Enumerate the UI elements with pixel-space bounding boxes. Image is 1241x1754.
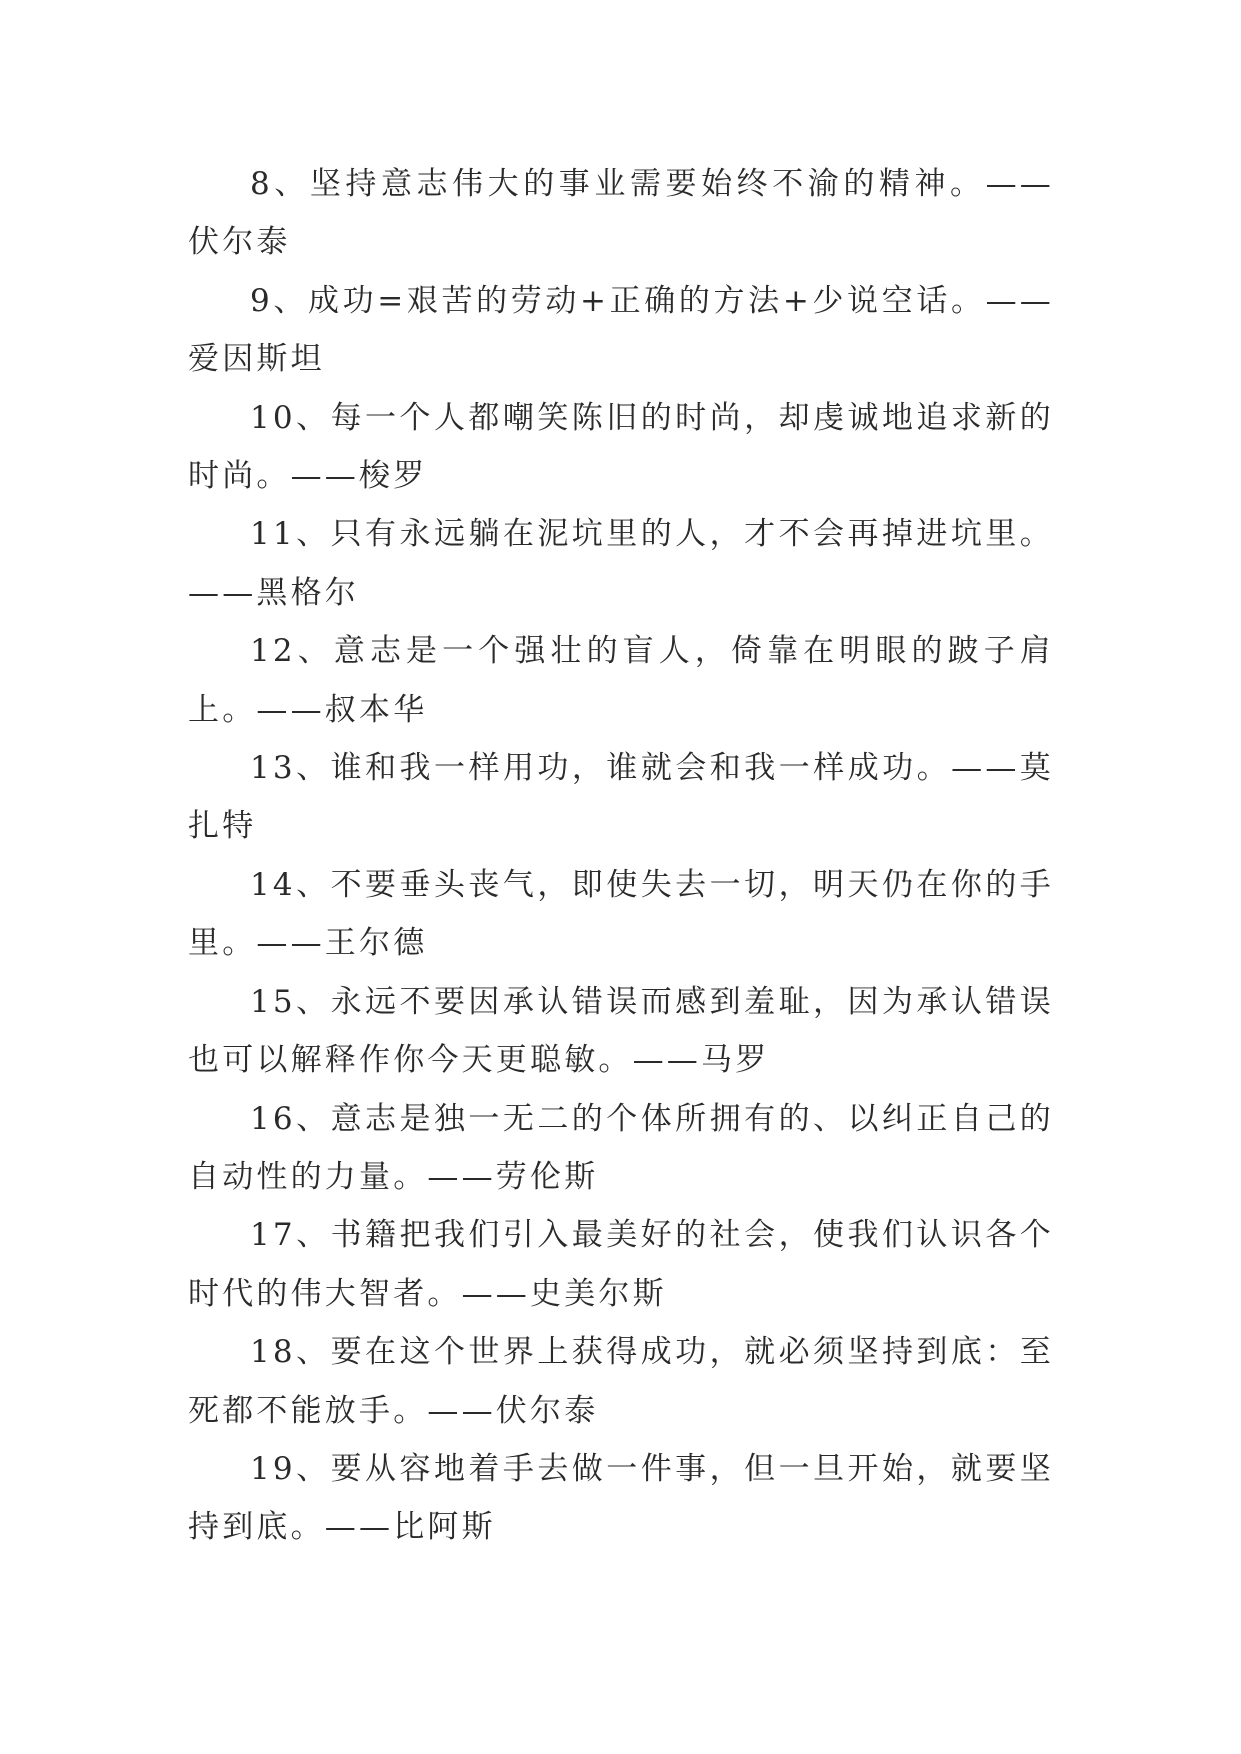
quote-10: 10、每一个人都嘲笑陈旧的时尚，却虔诚地追求新的时尚。——梭罗 xyxy=(188,399,1054,495)
quote-19: 19、要从容地着手去做一件事，但一旦开始，就要坚持到底。——比阿斯 xyxy=(188,1450,1054,1546)
quote-14: 14、不要垂头丧气，即使失去一切，明天仍在你的手里。——王尔德 xyxy=(188,866,1054,962)
quote-12: 12、意志是一个强壮的盲人，倚靠在明眼的跛子肩上。——叔本华 xyxy=(188,633,1054,728)
quote-8: 8、坚持意志伟大的事业需要始终不渝的精神。——伏尔泰 xyxy=(188,166,1054,261)
quote-list xyxy=(188,155,1054,1557)
quote-15: 15、永远不要因承认错误而感到羞耻，因为承认错误也可以解释作你今天更聪敏。——马罗 xyxy=(188,983,1054,1079)
quote-16: 16、意志是独一无二的个体所拥有的、以纠正自己的自动性的力量。——劳伦斯 xyxy=(188,1100,1054,1195)
quote-11: 11、只有永远躺在泥坑里的人，才不会再掉进坑里。——黑格尔 xyxy=(188,516,1054,611)
quote-17: 17、书籍把我们引入最美好的社会，使我们认识各个时代的伟大智者。——史美尔斯 xyxy=(188,1217,1054,1312)
quote-13: 13、谁和我一样用功，谁就会和我一样成功。——莫扎特 xyxy=(188,750,1054,845)
quote-9: 9、成功=艰苦的劳动+正确的方法+少说空话。——爱因斯坦 xyxy=(188,282,1054,378)
quote-18: 18、要在这个世界上获得成功，就必须坚持到底：至死都不能放手。——伏尔泰 xyxy=(188,1334,1054,1429)
